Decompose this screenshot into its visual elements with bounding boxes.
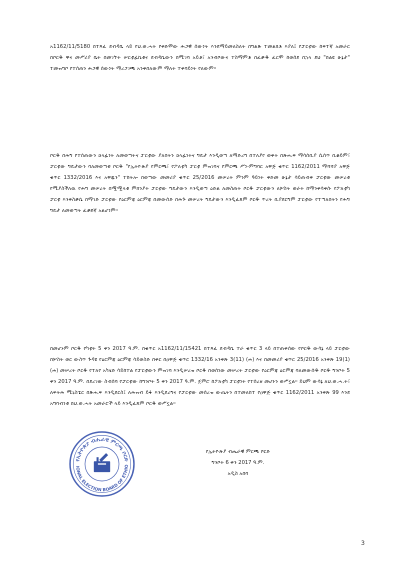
signature-block [178, 447, 298, 480]
paragraph-1: አ1162/11/5180 በተጻፈ ደብዳቤ ላይ የህ.ወ.ሓት የቀድሞው ሕጋዊ ሰውነት እንደማይመለስለት በግልጽ ተመልክቶ እያለ፤ የፓርቲው ከፍተኛ አመራር በቦርዱ ዋና መሥሪያ ቤት በመገኘት ሠርቲፊኬቱና ደብዳቤውን በሚገባ አይቶ፣ አንብቦውና ተስማምቶ በፈቃዱ ፈርሞ ከወሰደ በኋላ ደህ "በልዩ ሁኔታ" ተመዝግቦ የተሰጠን ሕጋዊ ሰውነት ማረጋገጫ አንቀበለውም ማለት ተቀባይነት የለውም። [50, 44, 350, 73]
paragraph-2: ቦርዱ በሕግ የተሰጠውን ኃላፊነት ለመወጣትና ፓርቲው ያለበትን ኃላፊነትና ግዴታ እንዲወጣ ለማድረግ በተለያየ ወቅት በጽሑፍ ማሳሰቢያ ሲሰጥ ቢቆይም፣ ፓርቲው ግዴታውን ባለመወጣቱ ቦርዱ "የኢትዮጵያ የምርጫ፣ የፖለቲካ ፓርቲ ምዝገባና የምርጫ ሥነ-ምግባር አዋጅ ቁጥር 1162/2011 ማሻሻያ አዋጅ ቁጥር 1332/2016 እና አዋጁን" ተከትሎ በወጣው መመሪያ ቁጥር 25/2016 መሠረት ምንም ዓይነት ቅድመ ሁኔታ ሳይጠብቅ ፓርቲው መሠረቱ የሚያስችለዉ የሕግ መሠረት በሟሟላቱ ምክንያት ፓርቲው ግዴታውን እንዲወጣ ዕድል ለመስጠት ቦርዱ ፓርቲውን ለሦስት ወራት ከማንቀሳቀሱ የፖለቲካ ፓርቲ እንቅስቃሴ በማገድ ፓርቲው የዕርምጃ ዕርምጃ በመውሰድ በሕጉ መሠረት ግዴታውን እንዲፈጸም ቦርዱ ጥረት ቢያደርግም ፓርቲው የተጣለበትን የሕግ ግዴታ ለመወጣት ፈቃደኛ አልሆነም። [50, 153, 350, 215]
signature-date: ግንቦት 6 ቀን 2017 ዓ.ም. [211, 460, 265, 466]
signature-place: አዲስ አበባ [227, 471, 249, 477]
ballot-box-emblem [94, 453, 110, 472]
seal-text-bottom: IONAL ELECTION BOARD OF ETHIO [75, 464, 129, 493]
paragraph-3: በመሆኑም ቦርዱ የካቲት 5 ቀን 2017 ዓ.ም. በቁጥር አ1162/11/15421 በተጻፈ ደብዳቤ ተራ ቁጥር 3 ላይ በተጠቀሰው የቦርዱ ውሳኔ ላይ ፓርቲው በሦስት ወር ውስጥ ጉዳዩ የዕርምጃ ዕርምጃ ሳይወስድ በቀር በዐዋጅ ቁጥር 1332/16 አንቀጽ 3(11) (ሐ) እና በመመሪያ ቁጥር 25/2016 አንቀጽ 19(1)(ሐ) መሠረት ቦርዱ የተለየ አካሄድ ሳይከተል የፓርቲውን ምዝገባ እንዲሠረዝ ቦርዱ በወሰነው መሠረት ፓርቲው የዕርምጃ ዕርምጃ ባለመውሰዱ ቦርዱ ግንቦት 5 ቀን 2017 ዓ.ም. በደረገው ስብሰባ የፓርቲው ከግንቦት 5 ቀን 2017 ዓ.ም. ጀምሮ ከፖለቲካ ፓርቲነት የተሰረዘ መሆኑን ወሥኗል። ይህም ውሳኔ ለህ.ወ.ሓ.ት፣ ለፍትሕ ሚኒስቴር በጽሑፍ እንዲደርስ፤ ለሕዝብ ይፋ እንዲደረግና የፓርቲው መሰረዝ ውጤትን በተመለከተ የዐዋጅ ቁጥር 1162/2011 አንቀጽ 99 እንደ አግባብነቱ በህ.ወ.ሓት አመራሮች ላይ እንዲፈጸም ቦርዱ ወሥኗል። [50, 346, 350, 408]
page-number: 3 [361, 540, 365, 547]
official-seal [68, 430, 136, 498]
seal-text-top: የኢትዮጵያ ብሔራዊ ምርጫ ቦርድ [74, 436, 130, 463]
signature-organization: የኢትዮጵያ ብሔራዊ ምርጫ ቦርድ [205, 449, 271, 455]
